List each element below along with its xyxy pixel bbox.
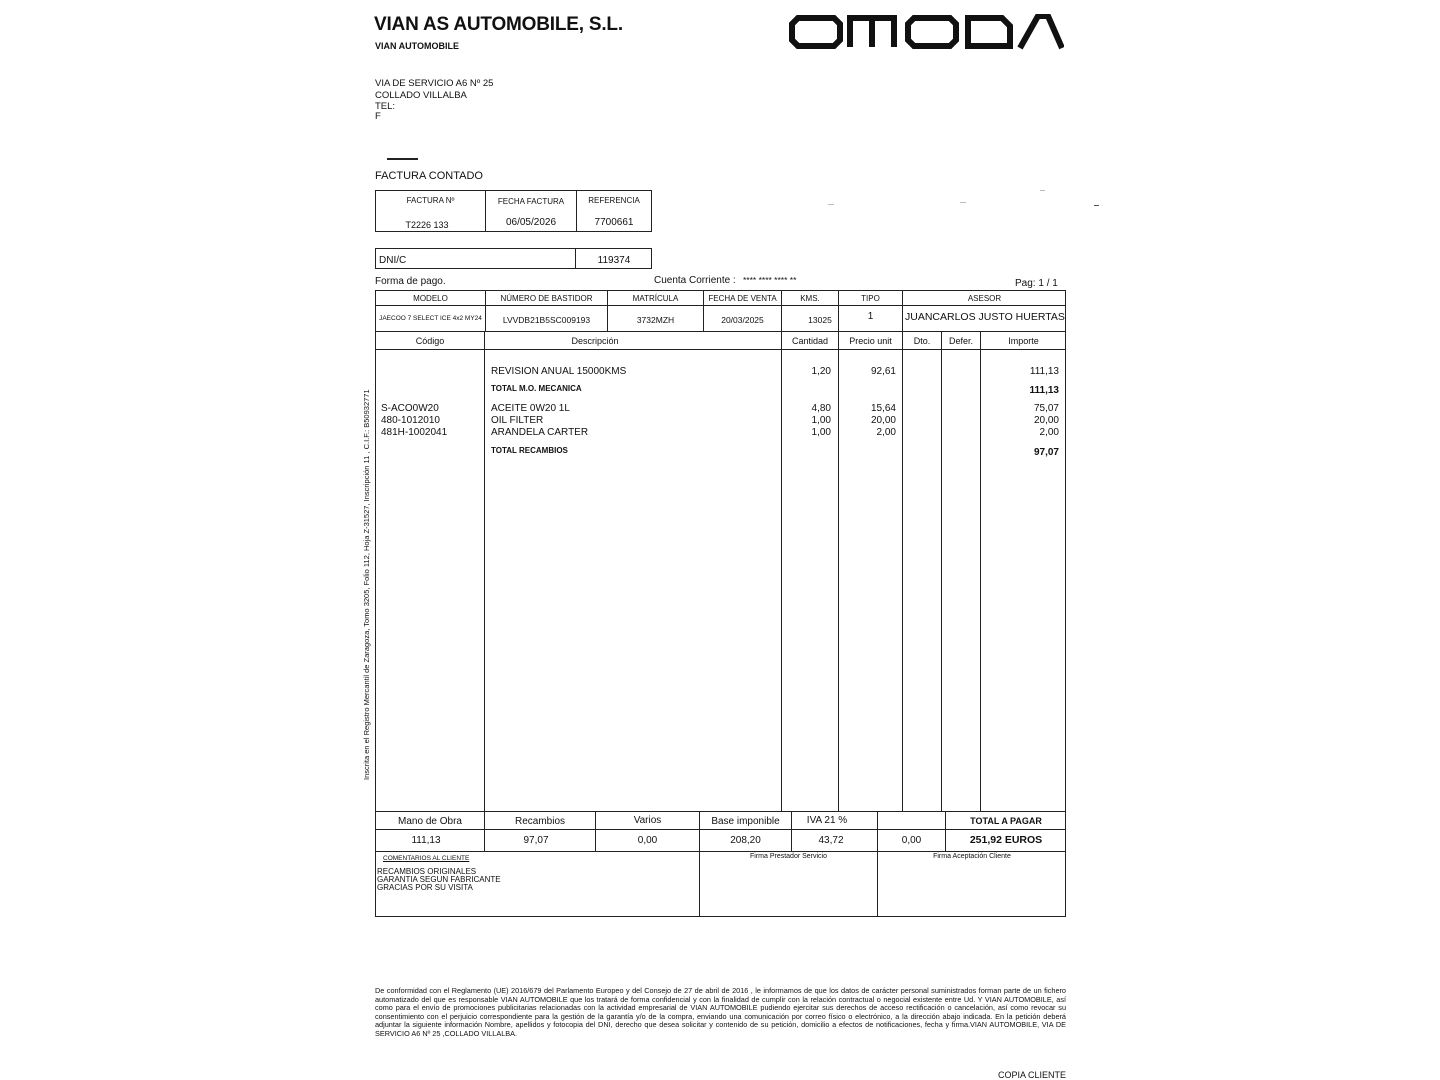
line-desc: REVISION ANUAL 15000KMS	[491, 366, 627, 377]
label-factura-no: FACTURA Nº	[406, 196, 455, 205]
tot-label-total: TOTAL A PAGAR	[970, 816, 1042, 826]
fax-fragment: F	[375, 111, 381, 119]
vh-asesor: ASESOR	[967, 294, 1002, 303]
address-line1: VIA DE SERVICIO A6 Nº 25	[375, 78, 494, 89]
vehicle-sale-date: 20/03/2025	[721, 315, 764, 325]
page-indicator: Pag: 1 / 1	[1015, 278, 1058, 289]
tot-iva: 43,72	[818, 835, 844, 846]
label-fecha-factura: FECHA FACTURA	[497, 197, 565, 206]
subtotal-label: TOTAL RECAMBIOS	[491, 446, 568, 455]
line-code: S-ACO0W20	[381, 403, 439, 414]
line-desc: ARANDELA CARTER	[491, 427, 589, 438]
tot-label-recambios: Recambios	[514, 816, 566, 827]
subtotal-amount: 111,13	[1029, 385, 1059, 396]
col-descripcion: Descripción	[571, 336, 619, 346]
short-rule	[387, 158, 418, 160]
subtotal-amount: 97,07	[1033, 447, 1059, 458]
company-trade-name: VIAN AUTOMOBILE	[375, 41, 460, 51]
comment-line: GARANTIA SEGUN FABRICANTE	[377, 875, 501, 884]
vh-kms: KMS.	[800, 294, 820, 303]
forma-pago-label: Forma de pago.	[375, 276, 446, 286]
firma-prestador-label: Firma Prestador Servicio	[749, 853, 828, 860]
copy-label: COPIA CLIENTE	[998, 1070, 1067, 1080]
vh-modelo: MODELO	[413, 294, 448, 303]
invoice-reference: 7700661	[594, 217, 634, 228]
subtotal-label: TOTAL M.O. MECANICA	[491, 384, 582, 393]
line-qty: 1,00	[811, 415, 831, 426]
company-name: VIAN AS AUTOMOBILE, S.L.	[374, 14, 623, 35]
address-line2: COLLADO VILLALBA	[375, 90, 467, 101]
tot-extra: 0,00	[901, 835, 922, 846]
vehicle-model: JAECOO 7 SELECT ICE 4x2 MY24	[379, 315, 482, 322]
legal-notice: De conformidad con el Reglamento (UE) 2016/679 del Parlamento Europeo y del Consejo de 27 de abril de 2016 , le informamos de que los datos de carácter personal suministrados forman parte de un fichero automatizado del que es responsable VIAN AUTOMOBILE que los tratará de forma confidencial y con la finalidad de cumplir con la relación contractual o negocial existente entre Ud. Y VIAN AUTOMOBILE, así como para el envío de promociones publicitarias relacionadas con la actividad empresarial de VIAN AUTOMOBILE pudiendo ejercitar sus derechos de acceso rectificación o cancelación, así como revocar su consentimiento con el perjuicio correspondiente para la gestión de la garantía y/o de la compra, enviando una comunicación por correo físico o electrónico, a la dirección abajo indicada. En la petición deberá adjuntar la siguiente información Nombre, apellidos y fotocopia del DNI, derecho que desea solicitar y contenido de su petición, domicilio a efectos de notificaciones, fecha y firma.VIAN AUTOMOBILE, VIA DE SERVICIO A6 Nº 25 ,COLLADO VILLALBA.	[375, 986, 1066, 1038]
cuenta-corriente-value: **** **** **** **	[743, 275, 797, 285]
line-qty: 4,80	[811, 403, 831, 414]
vh-bastidor: NÚMERO DE BASTIDOR	[500, 294, 593, 303]
tot-recambios: 97,07	[523, 835, 549, 846]
line-price: 92,61	[870, 366, 896, 377]
tel-label: TEL:	[375, 101, 396, 112]
comments-label: COMENTARIOS AL CLIENTE	[383, 855, 470, 862]
line-amount: 2,00	[1039, 427, 1059, 438]
firma-cliente-label: Firma Aceptación Cliente	[933, 853, 1011, 860]
tot-mano-obra: 111,13	[411, 835, 441, 846]
invoice-date: 06/05/2026	[505, 217, 557, 228]
col-importe: Importe	[1008, 336, 1039, 346]
tot-label-iva: IVA 21 %	[806, 815, 848, 826]
client-code: 119374	[597, 255, 631, 266]
tot-label-varios: Varios	[633, 815, 662, 826]
line-desc: ACEITE 0W20 1L	[491, 403, 570, 414]
line-qty: 1,00	[811, 427, 831, 438]
document-type: FACTURA CONTADO	[375, 170, 483, 182]
tot-label-base: Base imponible	[711, 816, 780, 827]
line-amount: 111,13	[1029, 366, 1059, 377]
line-desc: OIL FILTER	[491, 415, 544, 426]
line-price: 15,64	[870, 403, 896, 414]
vehicle-asesor: JUANCARLOS JUSTO HUERTAS	[905, 311, 1065, 323]
tot-total-pagar: 251,92 EUROS	[969, 834, 1043, 846]
line-price: 20,00	[870, 415, 896, 426]
comment-line: GRACIAS POR SU VISITA	[377, 883, 473, 892]
comment-line: RECAMBIOS ORIGINALES	[377, 867, 477, 876]
vh-tipo: TIPO	[861, 294, 880, 303]
col-cantidad: Cantidad	[791, 336, 829, 346]
line-code: 481H-1002041	[381, 427, 448, 438]
tot-label-mano-obra: Mano de Obra	[398, 816, 462, 827]
tot-base-imponible: 208,20	[730, 835, 761, 846]
vehicle-kms: 13025	[808, 315, 832, 325]
vh-matricula: MATRÍCULA	[632, 294, 679, 303]
line-qty: 1,20	[811, 366, 831, 377]
omoda-logo	[788, 14, 1064, 50]
vehicle-vin: LVVDB21B5SC009193	[502, 315, 591, 325]
invoice-number: T2226 133	[405, 220, 449, 230]
line-price: 2,00	[876, 427, 896, 438]
line-amount: 75,07	[1033, 403, 1059, 414]
dni-label: DNI/C	[379, 255, 407, 266]
col-dto: Dto.	[913, 336, 931, 346]
tot-varios: 0,00	[637, 835, 658, 846]
col-codigo: Código	[415, 336, 445, 346]
col-defer: Defer.	[948, 336, 973, 346]
registry-text: Inscrita en el Registro Mercantil de Zaragoza, Tomo 3205, Folio 112, Hoja Z-31527, Inscripción 11 , C.I.F.: B50932771	[362, 389, 371, 780]
label-referencia: REFERENCIA	[588, 196, 640, 205]
cuenta-corriente-label: Cuenta Corriente :	[654, 275, 736, 286]
vehicle-plate: 3732MZH	[636, 315, 675, 325]
line-code: 480-1012010	[381, 415, 440, 426]
line-amount: 20,00	[1033, 415, 1059, 426]
vehicle-tipo: 1	[867, 311, 874, 322]
vh-fecha-venta: FECHA DE VENTA	[708, 294, 777, 303]
col-precio-unit: Precio unit	[849, 336, 892, 346]
